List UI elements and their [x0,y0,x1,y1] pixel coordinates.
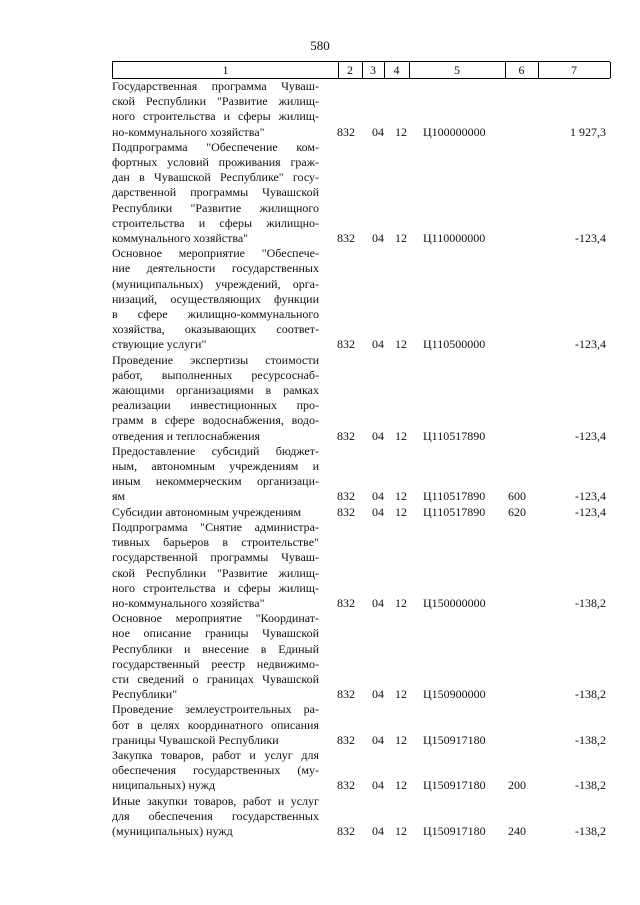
description-line: Государственная программа Чуваш- [112,79,319,93]
description-line: ного строительства и сферы жилищ- [112,580,319,595]
description-line: Субсидии автономным учреждениям [112,504,302,519]
row-description [112,140,319,246]
description-line: государственный реестр недвижимо- [112,656,319,671]
row-description [112,520,319,611]
cell-c7: 1 927,3 [570,124,606,139]
cell-c7: -123,4 [575,428,606,443]
cell-c5: Ц150900000 [423,687,486,702]
description-line: Подпрограмма "Обеспечение ком- [112,139,319,154]
cell-c2: 832 [337,337,355,352]
description-line: хозяйства, оказывающих соответ- [112,322,319,337]
cell-c3: 04 [372,337,384,352]
cell-c2: 832 [337,231,355,246]
column-header-1: 1 [222,63,229,77]
row-description [112,246,319,352]
description-line: (муниципальных) нужд [112,823,233,838]
cell-c3: 04 [372,823,384,838]
row-description [112,611,319,702]
description-line: коммунального хозяйства" [112,231,249,246]
description-line: тивных барьеров в строительстве" [112,535,319,550]
description-line: Основное мероприятие "Координат- [112,611,319,626]
cell-c2: 832 [337,823,355,838]
cell-c3: 04 [372,124,384,139]
description-line: реализации инвестиционных про- [112,398,319,413]
cell-c7: -123,4 [575,231,606,246]
cell-c5: Ц110500000 [423,337,486,352]
cell-c2: 832 [337,428,355,443]
table-row [112,79,610,140]
description-line: Предоставление субсидий бюджет- [112,443,319,458]
description-line: для обеспечения государственных [112,808,319,823]
cell-c2: 832 [337,732,355,747]
cell-c3: 04 [372,428,384,443]
description-line: ное описание границы Чувашской [112,626,319,641]
table-row [112,611,610,702]
description-line: сти сведений о границах Чувашской [112,671,319,686]
description-line: но-коммунального хозяйства" [112,124,265,139]
description-line: дарственной программы Чувашской [112,185,319,200]
column-header-7: 7 [571,63,577,77]
description-line: ного строительства и сферы жилищ- [112,109,319,124]
description-line: ниципальных) нужд [112,778,216,793]
cell-c4: 12 [395,489,407,504]
description-line: иным некоммерческим организаци- [112,474,319,489]
cell-c4: 12 [395,124,407,139]
description-line: жающими организациями в рамках [112,383,319,398]
cell-c2: 832 [337,489,355,504]
description-line: ние деятельности государственных [112,261,319,276]
description-line: низаций, осуществляющих функции [112,291,319,306]
cell-c2: 832 [337,778,355,793]
description-line: бот в целях координатного описания [112,717,319,732]
cell-c5: Ц100000000 [423,124,486,139]
description-line: дан в Чувашской Республике" госу- [112,170,319,185]
description-line: Основное мероприятие "Обеспече- [112,246,319,261]
table-row [112,505,610,520]
table-row [112,748,610,794]
cell-c2: 832 [337,124,355,139]
cell-c5: Ц110517890 [423,428,486,443]
description-line: Республики и внесение в Единый [112,641,319,656]
description-line: в сфере жилищно-коммунального [112,307,319,322]
description-line: ствующие услуги" [112,337,207,352]
cell-c5: Ц110517890 [423,504,486,519]
table-body [112,79,610,839]
column-header-3: 3 [370,63,376,77]
row-description [112,702,319,748]
description-line: ям [112,489,126,504]
cell-c7: -123,4 [575,489,606,504]
cell-c5: Ц150917180 [423,823,486,838]
description-line: ской Республики "Развитие жилищ- [112,565,319,580]
cell-c4: 12 [395,428,407,443]
row-description [112,505,319,520]
page-number: 580 [310,38,330,53]
description-line: Республики" [112,687,178,702]
cell-c5: Ц110000000 [423,231,486,246]
cell-c2: 832 [337,595,355,610]
table-row [112,520,610,611]
cell-c4: 12 [395,231,407,246]
row-description [112,79,319,140]
cell-c4: 12 [395,687,407,702]
description-line: (муниципальных) учреждений, орга- [112,276,319,291]
cell-c5: Ц110517890 [423,489,486,504]
cell-c7: -138,2 [575,732,606,747]
cell-c4: 12 [395,823,407,838]
cell-c3: 04 [372,231,384,246]
description-line: отведения и теплоснабжения [112,428,261,443]
cell-c3: 04 [372,504,384,519]
cell-c4: 12 [395,504,407,519]
cell-c7: -123,4 [575,337,606,352]
cell-c7: -138,2 [575,778,606,793]
cell-c3: 04 [372,732,384,747]
cell-c6: 620 [508,504,526,519]
cell-c4: 12 [395,595,407,610]
column-header-2: 2 [347,63,353,77]
cell-c4: 12 [395,732,407,747]
cell-c6: 240 [508,823,526,838]
table-row [112,353,610,444]
description-line: Закупка товаров, работ и услуг для [112,747,319,762]
cell-c3: 04 [372,489,384,504]
table-row [112,140,610,246]
row-description [112,794,319,840]
budget-table [112,61,610,839]
table-row [112,246,610,352]
table-header-row [112,61,610,79]
description-line: государственной программы Чуваш- [112,550,319,565]
description-line: фортных условий проживания граж- [112,155,319,170]
description-line: обеспечения государственных (му- [112,763,319,778]
cell-c6: 600 [508,489,526,504]
cell-c3: 04 [372,778,384,793]
cell-c4: 12 [395,778,407,793]
cell-c5: Ц150000000 [423,595,486,610]
column-header-4: 4 [393,63,400,77]
cell-c3: 04 [372,595,384,610]
description-line: строительства и сферы жилищно- [112,215,319,230]
description-line: Проведение экспертизы стоимости [112,352,319,367]
cell-c6: 200 [508,778,526,793]
description-line: Иные закупки товаров, работ и услуг [112,793,319,808]
cell-c7: -123,4 [575,504,606,519]
column-header-5: 5 [454,63,460,77]
cell-c3: 04 [372,687,384,702]
cell-c7: -138,2 [575,823,606,838]
column-header-6: 6 [518,63,525,77]
table-row [112,702,610,748]
description-line: работ, выполненных ресурсоснаб- [112,367,319,382]
row-description [112,444,319,505]
row-description [112,353,319,444]
cell-c4: 12 [395,337,407,352]
cell-c5: Ц150917180 [423,778,486,793]
description-line: Проведение землеустроительных ра- [112,702,319,717]
description-line: но-коммунального хозяйства" [112,595,265,610]
cell-c5: Ц150917180 [423,732,486,747]
description-line: ской Республики "Развитие жилищ- [112,94,319,109]
row-description [112,748,319,794]
description-line: ным, автономным учреждениям и [112,459,319,474]
description-line: грамм в сфере водоснабжения, водо- [112,413,319,428]
table-row [112,794,610,840]
description-line: Республики "Развитие жилищного [112,200,319,215]
description-line: границы Чувашской Республики [112,732,279,747]
description-line: Подпрограмма "Снятие администра- [112,519,319,534]
cell-c2: 832 [337,687,355,702]
table-row [112,444,610,505]
cell-c2: 832 [337,504,355,519]
cell-c7: -138,2 [575,595,606,610]
cell-c7: -138,2 [575,687,606,702]
